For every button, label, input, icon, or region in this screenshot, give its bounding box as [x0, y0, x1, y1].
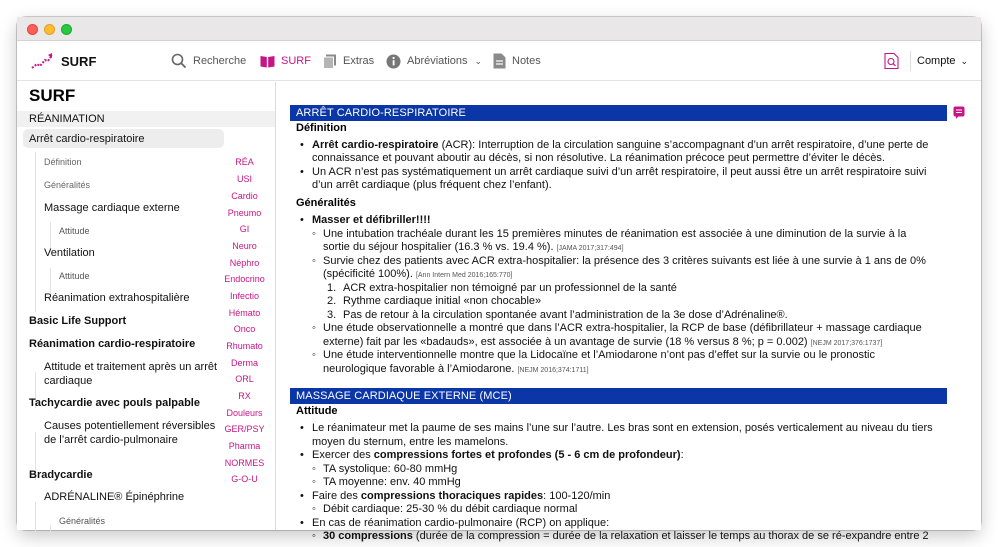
index-pneumo[interactable]: Pneumo: [227, 208, 262, 218]
text-line: Une étude observationnelle a montré que dans l’ACR extra-hospitalier, la RCP de base (défibrillateur + massage cardiaque: [323, 322, 922, 334]
note-icon: [953, 106, 965, 119]
bullet-circle: ◦: [312, 530, 316, 542]
account-label: Compte: [917, 55, 956, 67]
text-span: : 100-120/min: [543, 489, 611, 502]
text-span: Exercer des: [312, 449, 374, 461]
search-in-document-button[interactable]: [884, 53, 899, 74]
bullet-dot: •: [300, 166, 304, 178]
text-span: Faire des: [312, 489, 361, 502]
text-span: (durée de la compression = durée de la relaxation et laisser le temps au thorax de se ré-expandre entre 2: [412, 530, 929, 542]
bold-term: compressions thoraciques rapides: [360, 489, 544, 502]
text-line: TA moyenne: env. 40 mmHg: [323, 476, 461, 488]
text-line: Le réanimateur met la paume de ses mains l’une sur l’autre. Les bras sont en extension, posés verticalement au niveau du tiers: [312, 422, 933, 434]
text-line: Masser et défibriller!!!!: [312, 214, 431, 226]
text-line: [312, 139, 928, 152]
top-navigation: [17, 41, 981, 81]
toc-item[interactable]: Basic Life Support: [29, 315, 127, 327]
nav-abbreviations[interactable]: [386, 51, 482, 71]
bullet-dot: •: [300, 489, 304, 502]
list-number: 3.: [327, 308, 337, 321]
reference: [NEJM 2016;374:1711]: [517, 366, 589, 374]
nav-extras-label: Extras: [343, 55, 375, 67]
index-pharma[interactable]: Pharma: [228, 441, 261, 451]
bullet-dot: •: [300, 139, 304, 151]
text-line: d’un arrêt cardiaque (plus fréquent chez l’enfant).: [312, 179, 552, 192]
index-rx[interactable]: RX: [238, 391, 251, 401]
nav-search[interactable]: [171, 51, 246, 71]
subheading-definition: Définition: [296, 122, 347, 134]
bullet-circle: ◦: [312, 476, 316, 488]
text-line: connaissance et pouvant aboutir au décès, si non résolutive. La réanimation précoce peut permettre d’éviter le décès.: [312, 152, 885, 165]
index-infectio[interactable]: Infectio: [229, 291, 260, 301]
toc-item[interactable]: Ventilation: [44, 247, 95, 259]
nav-divider: [910, 51, 911, 71]
bold-term: Arrêt cardio-respiratoire: [312, 139, 439, 151]
bullet-circle: ◦: [312, 254, 316, 267]
list-number: 2.: [327, 295, 337, 307]
toc-item[interactable]: ADRÉNALINE® Épinéphrine: [44, 491, 185, 503]
add-note-button[interactable]: [953, 106, 965, 124]
bullet-circle: ◦: [312, 322, 316, 334]
nav-surf[interactable]: [260, 51, 311, 71]
index-endocrino[interactable]: Endocrino: [224, 274, 265, 284]
index-onco[interactable]: Onco: [233, 324, 256, 334]
toc-item[interactable]: Attitude: [59, 226, 90, 236]
layers-icon: [323, 54, 337, 69]
text-line: Survie chez des patients avec ACR extra-hospitalier: la présence des 3 critères suivants est liée à une survie à 1 ans de 0%: [323, 254, 926, 267]
text-line: [323, 241, 624, 255]
index-cardio[interactable]: Cardio: [231, 191, 258, 201]
toc-item[interactable]: Définition: [44, 157, 82, 167]
index-derma[interactable]: Derma: [230, 358, 258, 368]
text-line: En cas de réanimation cardio-pulmonaire (RCP) on applique:: [312, 516, 610, 529]
text-line: Un ACR n’est pas systématiquement un arrêt cardiaque suivi d’un arrêt respiratoire, il peut aussi être un arrêt respiratoire suivi: [312, 166, 927, 178]
close-window-button[interactable]: [27, 24, 38, 35]
text-span: :: [680, 449, 684, 461]
toc-item[interactable]: Réanimation extrahospitalière: [44, 292, 190, 304]
reference: [NEJM 2017;376:1737]: [810, 339, 883, 347]
text-line: [323, 363, 589, 377]
text-line: [323, 530, 929, 543]
text-line: [312, 490, 610, 503]
toc-tree-line: [50, 525, 51, 535]
zoom-window-button[interactable]: [61, 24, 72, 35]
account-menu[interactable]: [917, 51, 968, 71]
index-normes[interactable]: NORMES: [224, 458, 265, 468]
text-span: (spécificité 100%).: [323, 268, 413, 280]
text-line: Une étude interventionnelle montre que la Lidocaïne et l’Amiodarone n’ont pas d’effet sur la survie ou le pronostic: [323, 349, 875, 361]
text-line: [323, 336, 882, 350]
index-g-o-u[interactable]: G-O-U: [231, 474, 258, 484]
sidebar-section-header: RÉANIMATION: [17, 111, 275, 127]
index-neuro[interactable]: Neuro: [232, 241, 257, 251]
toc-item[interactable]: Causes potentiellement réversibles de l’arrêt cardio-pulmonaire: [44, 420, 216, 446]
toc-tree-line: [35, 152, 36, 312]
bullet-dot: •: [300, 214, 304, 226]
toc-item[interactable]: Massage cardiaque externe: [44, 202, 180, 214]
toc-item[interactable]: Généralités: [59, 516, 106, 526]
index-gi[interactable]: GI: [239, 224, 250, 234]
toc-item[interactable]: Attitude et traitement après un arrêt cardiaque: [44, 361, 218, 387]
notes-icon: [493, 53, 506, 69]
list-number: 1.: [327, 281, 337, 294]
toc-item[interactable]: Arrêt cardio-respiratoire: [29, 133, 145, 145]
subheading-generalites: Généralités: [296, 197, 356, 209]
index-hemato[interactable]: Hémato: [228, 308, 261, 318]
brand-name: SURF: [61, 53, 97, 69]
nav-extras[interactable]: [323, 51, 374, 71]
bullet-circle: ◦: [312, 503, 316, 515]
chevron-down-icon: ⌄: [960, 55, 969, 66]
toc-item[interactable]: Attitude: [59, 271, 90, 281]
section-header-acr: ARRÊT CARDIO-RESPIRATOIRE: [290, 105, 947, 121]
toc-item[interactable]: Généralités: [44, 180, 91, 190]
toc-item[interactable]: Réanimation cardio-respiratoire: [29, 338, 196, 350]
criteria-item: ACR extra-hospitalier non témoigné par un professionnel de la santé: [343, 281, 677, 294]
section-header-mce: MASSAGE CARDIAQUE EXTERNE (MCE): [290, 388, 947, 404]
bullet-dot: •: [300, 422, 304, 434]
subheading-attitude: Attitude: [296, 405, 338, 417]
text-span: sortie du séjour hospitalier (16.3 % vs. 19.4 %).: [323, 241, 554, 253]
bullet-dot: •: [300, 516, 304, 529]
text-line: [312, 449, 684, 462]
text-line: TA systolique: 60-80 mmHg: [323, 462, 458, 475]
nav-surf-label: SURF: [281, 55, 311, 67]
criteria-item: Rythme cardiaque initial «non chocable»: [343, 295, 542, 307]
bullet-circle: ◦: [312, 349, 316, 361]
toc-item[interactable]: Tachycardie avec pouls palpable: [29, 397, 200, 409]
search-icon: [171, 53, 187, 69]
index-douleurs[interactable]: Douleurs: [226, 408, 263, 418]
text-span: externe) fait par les «badauds», est associée à un avantage de survie (18 % versus 8 %; p = 0.002): [323, 335, 808, 348]
index-usi[interactable]: USI: [236, 174, 252, 184]
index-orl[interactable]: ORL: [235, 374, 254, 384]
brand[interactable]: [31, 50, 96, 72]
text-line: Une intubation trachéale durant les 15 premières minutes de réanimation est associée à une diminution de la survie à la: [323, 227, 907, 240]
nav-search-label: Recherche: [193, 55, 247, 67]
nav-abbreviations-label: Abréviations: [407, 55, 468, 67]
article-content: [277, 82, 981, 542]
bold-term: 30 compressions: [323, 530, 413, 542]
surf-logo-icon: [31, 52, 53, 70]
index-rea[interactable]: RÉA: [235, 157, 254, 167]
reference: [JAMA 2017;317:494]: [556, 245, 624, 252]
nav-notes-label: Notes: [512, 55, 541, 67]
criteria-item: Pas de retour à la circulation spontanée avant l’administration de la 3e dose d’Adrénaline®.: [343, 308, 788, 321]
sidebar-title: SURF: [29, 86, 76, 105]
text-span: (ACR): Interruption de la circulation sanguine s’accompagnant d’un arrêt respiratoire, d’une perte de: [438, 139, 929, 151]
text-line: Débit cardiaque: 25-30 % du débit cardiaque normal: [323, 503, 578, 515]
text-line: moyen du sternum, entre les mamelons.: [312, 435, 509, 448]
app-window: [17, 17, 981, 542]
document-search-icon: [884, 53, 899, 69]
title-bar: [17, 17, 981, 41]
nav-notes[interactable]: [493, 51, 541, 71]
sidebar: [17, 82, 276, 530]
book-icon: [260, 55, 275, 68]
reference: [Ann Intern Med 2016;165:770]: [415, 272, 513, 279]
toc-item[interactable]: Bradycardie: [29, 469, 93, 481]
minimize-window-button[interactable]: [44, 24, 55, 35]
index-ger-psy[interactable]: GER/PSY: [224, 424, 265, 434]
bullet-dot: •: [300, 449, 304, 461]
index-nephro[interactable]: Néphro: [229, 258, 260, 268]
text-line: [323, 268, 512, 282]
bullet-circle: ◦: [312, 462, 316, 475]
info-icon: [386, 54, 401, 69]
bullet-circle: ◦: [312, 227, 316, 240]
text-span: neurologique favorable à l’Amiodarone.: [323, 362, 515, 375]
toc-tree-line: [35, 502, 36, 532]
chevron-down-icon: ⌄: [474, 55, 483, 66]
index-rhumato[interactable]: Rhumato: [226, 341, 263, 351]
bold-term: compressions fortes et profondes (5 - 6 cm de profondeur): [373, 449, 681, 461]
